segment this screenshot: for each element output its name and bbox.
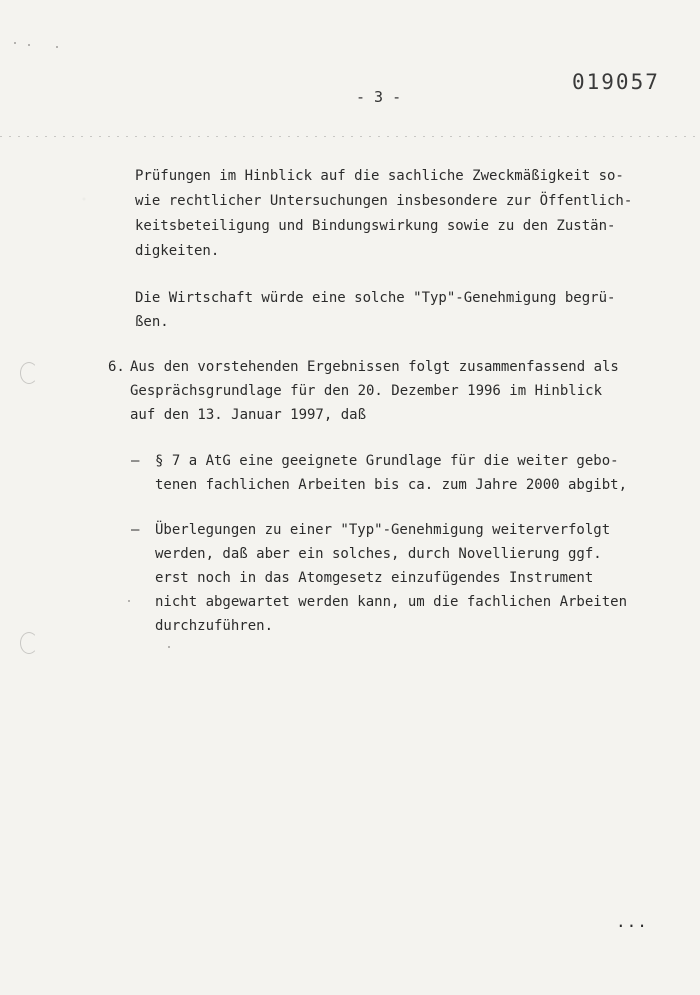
continuation-mark: ...: [616, 912, 648, 931]
para2-line-1: Die Wirtschaft würde eine solche "Typ"-Genehmigung begrü-: [135, 290, 616, 306]
para1-line-2: wie rechtlicher Untersuchungen insbesondere zur Öffentlich-: [135, 193, 633, 209]
scan-speck: [168, 646, 170, 648]
scan-speck: [128, 600, 130, 602]
para1-line-1: Prüfungen im Hinblick auf die sachliche Zweckmäßigkeit so-: [135, 168, 624, 184]
punch-hole-mark-top: [20, 362, 38, 384]
scan-artifact-line: [0, 136, 700, 137]
item6-line-1: Aus den vorstehenden Ergebnissen folgt zusammenfassend als: [130, 359, 619, 375]
dash2-line-3: erst noch in das Atomgesetz einzufügendes Instrument: [155, 570, 594, 586]
para1-line-4: digkeiten.: [135, 243, 220, 259]
scan-speck: [28, 44, 30, 46]
dash2-line-2: werden, daß aber ein solches, durch Novellierung ggf.: [155, 546, 602, 562]
dash-1-marker: –: [131, 453, 140, 469]
page-number: - 3 -: [356, 88, 402, 106]
dash2-line-4: nicht abgewartet werden kann, um die fachlichen Arbeiten: [155, 594, 628, 610]
item-6-number: 6.: [108, 359, 125, 375]
dash2-line-1: Überlegungen zu einer "Typ"-Genehmigung weiterverfolgt: [155, 522, 611, 538]
item6-line-2: Gesprächsgrundlage für den 20. Dezember 1996 im Hinblick: [130, 383, 603, 399]
dash1-line-1: § 7 a AtG eine geeignete Grundlage für die weiter gebo-: [155, 453, 619, 469]
dash-2-marker: –: [131, 522, 140, 538]
punch-hole-mark-bottom: [20, 632, 38, 654]
dash1-line-2: tenen fachlichen Arbeiten bis ca. zum Jahre 2000 abgibt,: [155, 477, 628, 493]
para1-line-3: keitsbeteiligung und Bindungswirkung sowie zu den Zustän-: [135, 218, 616, 234]
dash2-line-5: durchzuführen.: [155, 618, 274, 634]
item6-line-3: auf den 13. Januar 1997, daß: [130, 407, 367, 423]
scan-speck: [14, 42, 16, 44]
para2-line-2: ßen.: [135, 314, 169, 330]
document-number: 019057: [572, 70, 660, 94]
scan-speck: [56, 46, 58, 48]
